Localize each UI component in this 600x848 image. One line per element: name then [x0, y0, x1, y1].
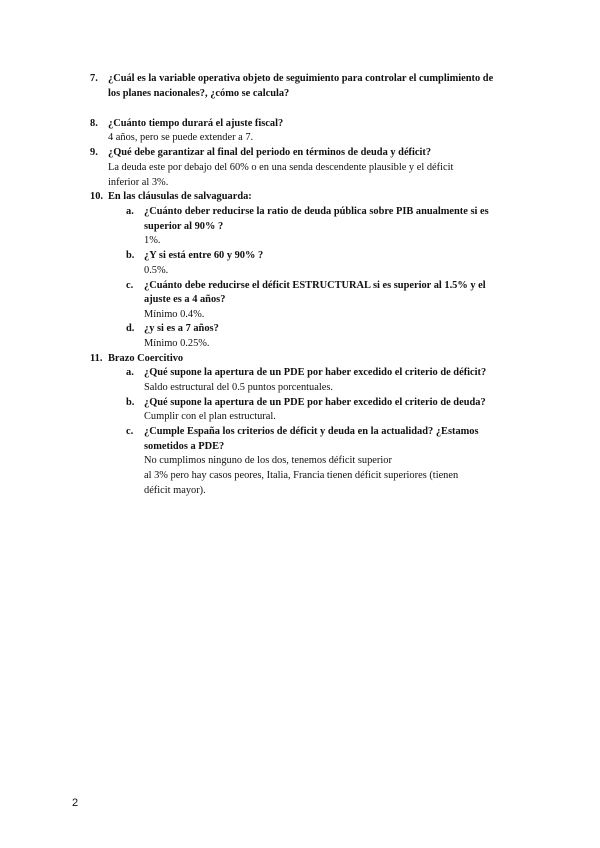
question-8: ¿Cuánto tiempo durará el ajuste fiscal?: [108, 118, 284, 129]
item-number-7: 7.: [90, 73, 98, 84]
item-number-8: 8.: [90, 118, 98, 129]
question-7-line2: los planes nacionales?, ¿cómo se calcula?: [108, 88, 290, 99]
sub-letter-10a: a.: [126, 206, 134, 217]
answer-11c-line1: No cumplimos ninguno de los dos, tenemos déficit superior: [144, 455, 392, 466]
sub-letter-10c: c.: [126, 280, 134, 291]
question-10a-line2: superior al 90% ?: [144, 221, 224, 232]
question-9: ¿Qué debe garantizar al final del periodo en términos de deuda y déficit?: [108, 147, 432, 158]
answer-10d: Mínimo 0.25%.: [144, 338, 210, 349]
question-10b: ¿Y si está entre 60 y 90% ?: [144, 250, 264, 261]
sub-letter-11c: c.: [126, 426, 134, 437]
answer-10c: Mínimo 0.4%.: [144, 309, 205, 320]
sub-letter-11a: a.: [126, 367, 134, 378]
answer-9-line2: inferior al 3%.: [108, 177, 169, 188]
question-11c-line1: ¿Cumple España los criterios de déficit y deuda en la actualidad? ¿Estamos: [144, 426, 479, 437]
question-10c-line1: ¿Cuánto debe reducirse el déficit ESTRUCTURAL si es superior al 1.5% y el: [144, 280, 486, 291]
question-10c-line2: ajuste es a 4 años?: [144, 294, 226, 305]
sub-letter-11b: b.: [126, 397, 135, 408]
item-number-10: 10.: [90, 191, 103, 202]
question-11c-line2: sometidos a PDE?: [144, 441, 225, 452]
sub-letter-10b: b.: [126, 250, 135, 261]
answer-11c-line2: al 3% pero hay casos peores, Italia, Francia tienen déficit superiores (tienen: [144, 470, 459, 481]
answer-9-line1: La deuda este por debajo del 60% o en una senda descendente plausible y el déficit: [108, 162, 454, 173]
question-11a: ¿Qué supone la apertura de un PDE por haber excedido el criterio de déficit?: [144, 367, 487, 378]
answer-10b: 0.5%.: [144, 265, 169, 276]
answer-11a: Saldo estructural del 0.5 puntos porcentuales.: [144, 382, 334, 393]
heading-11: Brazo Coercitivo: [108, 353, 184, 364]
answer-8: 4 años, pero se puede extender a 7.: [108, 132, 254, 143]
item-number-9: 9.: [90, 147, 98, 158]
item-number-11: 11.: [90, 353, 103, 364]
page-number: 2: [72, 797, 79, 809]
question-10a-line1: ¿Cuánto deber reducirse la ratio de deuda pública sobre PIB anualmente si es: [144, 206, 489, 217]
sub-letter-10d: d.: [126, 323, 135, 334]
question-11b: ¿Qué supone la apertura de un PDE por haber excedido el criterio de deuda?: [144, 397, 486, 408]
heading-10: En las cláusulas de salvaguarda:: [108, 191, 252, 202]
question-7-line1: ¿Cuál es la variable operativa objeto de seguimiento para controlar el cumplimiento de: [108, 73, 494, 84]
answer-11c-line3: déficit mayor).: [144, 485, 206, 496]
answer-11b: Cumplir con el plan estructural.: [144, 411, 276, 422]
answer-10a: 1%.: [144, 235, 161, 246]
question-10d: ¿y si es a 7 años?: [144, 323, 219, 334]
